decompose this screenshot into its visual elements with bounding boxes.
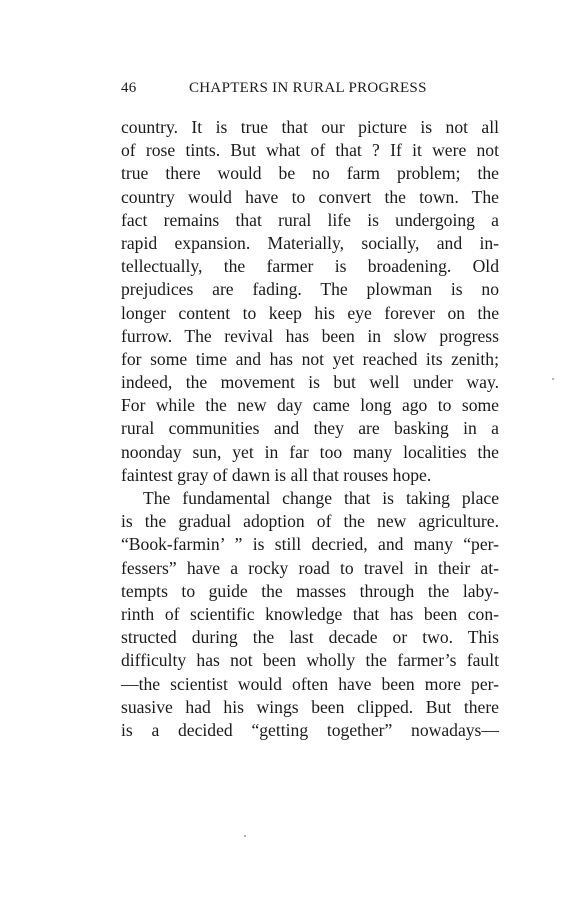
- text-line: for some time and has not yet reached its zenith;: [121, 348, 499, 369]
- text-line: “Book-farmin’ ” is still decried, and many “per-: [121, 534, 499, 555]
- text-line: country. It is true that our picture is not all: [121, 117, 499, 137]
- text-line: noonday sun, yet in far too many localities the: [121, 441, 499, 462]
- text-line: furrow. The revival has been in slow progress: [121, 325, 499, 346]
- text-line: —the scientist would often have been more per-: [121, 673, 499, 694]
- text-line: tellectually, the farmer is broadening. Old: [121, 256, 499, 277]
- body-text: [121, 116, 499, 742]
- page-number: 46: [121, 80, 137, 96]
- paragraph-1: [121, 116, 499, 487]
- text-line: faintest gray of dawn is all that rouses hope.: [121, 464, 432, 485]
- text-line: country would have to convert the town. The: [121, 186, 499, 207]
- running-title: CHAPTERS IN RURAL PROGRESS: [189, 80, 427, 96]
- paragraph-2: [121, 487, 499, 742]
- text-line: difficulty has not been wholly the farmer’s fault: [121, 650, 499, 671]
- paper-speck: [552, 378, 554, 380]
- text-line: is the gradual adoption of the new agriculture.: [121, 511, 499, 532]
- text-line: prejudices are fading. The plowman is no: [121, 279, 499, 300]
- text-line: suasive had his wings been clipped. But there: [121, 696, 499, 717]
- text-line: is a decided “getting together” nowadays—: [121, 719, 499, 740]
- running-head: [121, 80, 501, 104]
- text-line: true there would be no farm problem; the: [121, 163, 499, 184]
- text-line: longer content to keep his eye forever on the: [121, 302, 499, 323]
- text-line: structed during the last decade or two. This: [121, 627, 499, 648]
- paper-speck: [244, 835, 246, 837]
- text-line: For while the new day came long ago to some: [121, 395, 499, 416]
- text-line: rinth of scientific knowledge that has been con-: [121, 603, 499, 624]
- text-line: indeed, the movement is but well under way.: [121, 372, 499, 393]
- text-line: rapid expansion. Materially, socially, and in-: [121, 232, 499, 253]
- text-line: tempts to guide the masses through the laby-: [121, 580, 499, 601]
- text-line: of rose tints. But what of that ? If it were not: [121, 140, 499, 161]
- text-line: rural communities and they are basking in a: [121, 418, 499, 439]
- text-line: The fundamental change that is taking place: [143, 488, 499, 508]
- text-line: fact remains that rural life is undergoing a: [121, 209, 499, 230]
- text-line: fessers” have a rocky road to travel in their at-: [121, 557, 499, 578]
